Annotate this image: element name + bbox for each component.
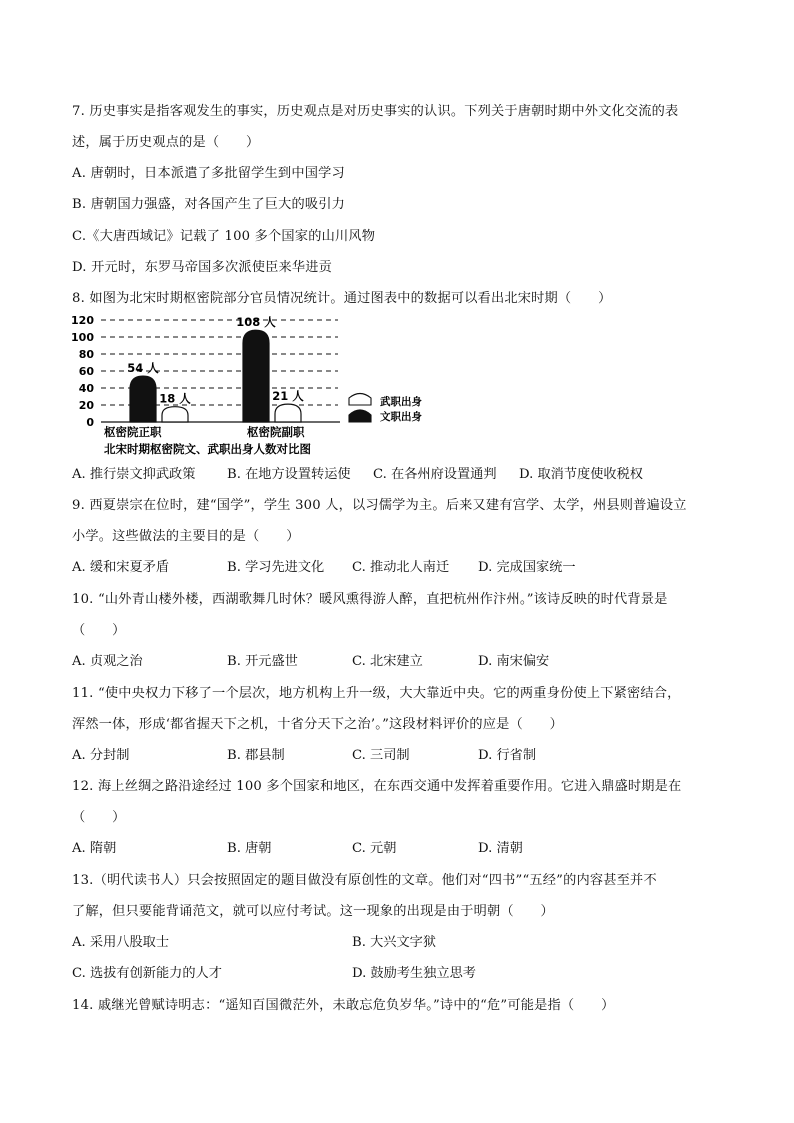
bar-data-label: 18 人 [159,391,191,406]
q8-option-b: B. 在地方设置转运使 [227,467,351,482]
q10-option-d: D. 南宋偏安 [478,654,550,669]
q13-stem-line1: 13.（明代读书人）只会按照固定的题目做没有原创性的文章。他们对“四书”“五经”的内容甚至并不 [72,873,657,888]
legend-swatch-wenzhi [349,410,371,422]
q12-option-d: D. 清朝 [478,841,523,856]
q12-option-b: B. 唐朝 [227,841,272,856]
bar-data-label: 54 人 [127,361,159,376]
q8-option-d: D. 取消节度使收税权 [519,467,643,482]
bar-data-label: 108 人 [236,315,276,330]
y-tick-label: 60 [78,365,94,378]
bar-wenzhi-fuzhi [243,330,269,422]
y-tick-label: 120 [71,314,94,327]
q10-stem-line2: （ ） [72,623,126,638]
q13-option-d: D. 鼓励考生独立思考 [352,966,476,981]
q10-stem-line1: 10. “山外青山楼外楼，西湖歌舞几时休？暖风熏得游人醉，直把杭州作汴州。”该诗反映的时代背景是 [72,592,668,607]
q11-option-b: B. 郡县制 [227,748,285,763]
bar-wenzhi-zhengzhi [130,376,156,422]
q7-option-d: D. 开元时，东罗马帝国多次派使臣来华进贡 [72,260,333,275]
q11-option-a: A. 分封制 [72,748,130,763]
q12-stem-line1: 12. 海上丝绸之路沿途经过 100 多个国家和地区，在东西交通中发挥着重要作用。它进入鼎盛时期是在 [72,779,682,794]
y-tick-label: 40 [78,382,94,395]
chart-y-axis [71,314,94,429]
legend-swatch-wuzhi [349,394,371,406]
q8-stem: 8. 如图为北宋时期枢密院部分官员情况统计。通过图表中的数据可以看出北宋时期（ ） [72,291,612,306]
q13-stem-line2: 了解，但只要能背诵范文，就可以应付考试。这一现象的出现是由于明朝（ ） [72,904,554,919]
q14-stem: 14. 戚继光曾赋诗明志：“遥知百国微茫外，未敢忘危负岁华。”诗中的“危”可能是指（ ） [72,998,615,1013]
q9-stem-line2: 小学。这些做法的主要目的是（ ） [72,529,300,544]
q12-stem-line2: （ ） [72,810,126,825]
legend-label-wenzhi: 文职出身 [380,411,422,423]
q9-option-d: D. 完成国家统一 [478,560,576,575]
q7-option-c: C.《大唐西域记》记载了 100 多个国家的山川风物 [72,229,376,244]
q11-stem-line2: 浑然一体，形成‘都省握天下之机，十省分天下之治’。”这段材料评价的应是（ ） [72,717,564,732]
q12-option-c: C. 元朝 [352,841,397,856]
chart-title: 北宋时期枢密院文、武职出身人数对比图 [104,442,311,456]
q13-option-c: C. 选拔有创新能力的人才 [72,966,222,981]
q10-option-c: C. 北宋建立 [352,654,423,669]
y-tick-label: 0 [86,416,94,429]
q13-option-b: B. 大兴文字狱 [352,935,437,950]
q13-option-a: A. 采用八股取士 [72,935,170,950]
y-tick-label: 20 [78,399,94,412]
q7-stem-line2: 述，属于历史观点的是（ ） [72,135,260,150]
q7-option-b: B. 唐朝国力强盛，对各国产生了巨大的吸引力 [72,197,346,212]
q9-option-a: A. 缓和宋夏矛盾 [72,560,170,575]
bar-data-label: 21 人 [272,389,304,404]
q7-stem-line1: 7. 历史事实是指客观发生的事实，历史观点是对历史事实的认识。下列关于唐朝时期中外文化交流的表 [72,104,679,119]
q8-bar-chart [60,312,460,462]
legend-label-wuzhi: 武职出身 [380,396,422,408]
q8-option-a: A. 推行崇文抑武政策 [72,467,196,482]
q12-option-a: A. 隋朝 [72,841,117,856]
bar-wuzhi-zhengzhi [162,407,188,422]
category-label-fuzhi: 枢密院副职 [247,425,305,439]
chart-legend [349,394,422,424]
q8-option-c: C. 在各州府设置通判 [373,467,497,482]
q9-option-b: B. 学习先进文化 [227,560,325,575]
category-label-zhengzhi: 枢密院正职 [104,425,162,439]
q10-option-a: A. 贞观之治 [72,654,143,669]
q9-stem-line1: 9. 西夏崇宗在位时，建“国学”，学生 300 人，以习儒学为主。后来又建有宫学、太学，州县则普遍设立 [72,498,687,513]
y-tick-label: 100 [71,331,94,344]
bar-wuzhi-fuzhi [275,404,301,422]
chart-bars [130,330,301,422]
q9-option-c: C. 推动北人南迁 [352,560,450,575]
q11-option-c: C. 三司制 [352,748,410,763]
q11-stem-line1: 11. “使中央权力下移了一个层次，地方机构上升一级，大大靠近中央。它的两重身份使上下紧密结合， [72,686,681,701]
y-tick-label: 80 [78,348,94,361]
q7-option-a: A. 唐朝时，日本派遣了多批留学生到中国学习 [72,166,345,181]
q10-option-b: B. 开元盛世 [227,654,298,669]
q11-option-d: D. 行省制 [478,748,537,763]
